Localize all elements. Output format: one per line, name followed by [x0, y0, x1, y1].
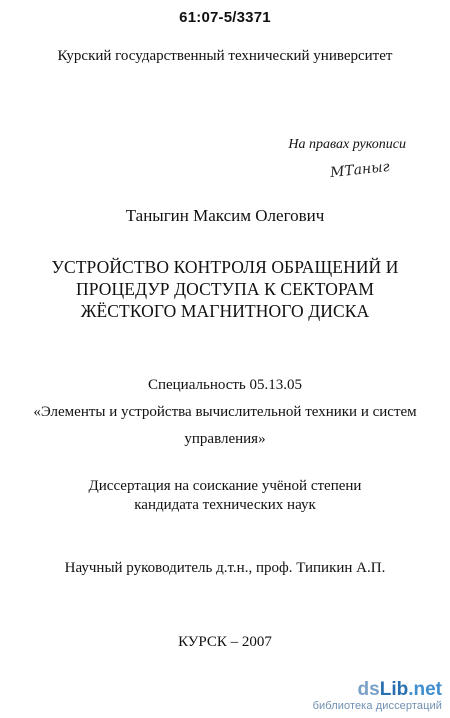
- watermark-subtitle: библиотека диссертаций: [312, 700, 442, 712]
- dslib-watermark: [313, 680, 442, 712]
- dissertation-degree: Диссертация на соискание учёной степени: [88, 478, 362, 494]
- handwritten-signature: МТаныг: [329, 158, 391, 182]
- title-line: ЖЁСТКОГО МАГНИТНОГО ДИСКА: [80, 301, 370, 321]
- specialty-name: «Элементы и устройства вычислительной техники и систем: [33, 404, 417, 420]
- title-line: ПРОЦЕДУР ДОСТУПА К СЕКТОРАМ: [76, 279, 374, 299]
- dissertation-degree-cont: кандидата технических наук: [134, 497, 316, 513]
- watermark-logo: dsLib.net: [357, 679, 442, 700]
- thesis-title: [0, 256, 450, 322]
- specialty-code: Специальность 05.13.05: [147, 377, 303, 393]
- rights-note: На правах рукописи: [288, 137, 406, 152]
- scientific-advisor: Научный руководитель д.т.н., проф. Типикин А.П.: [64, 560, 386, 576]
- specialty-name-cont: управления»: [184, 431, 266, 447]
- university-name: Курский государственный технический университет: [57, 48, 393, 64]
- title-line: УСТРОЙСТВО КОНТРОЛЯ ОБРАЩЕНИЙ И: [51, 257, 399, 277]
- city-year: КУРСК – 2007: [178, 634, 272, 650]
- catalog-number: 61:07-5/3371: [179, 9, 271, 26]
- author-name: Таныгин Максим Олегович: [125, 206, 325, 225]
